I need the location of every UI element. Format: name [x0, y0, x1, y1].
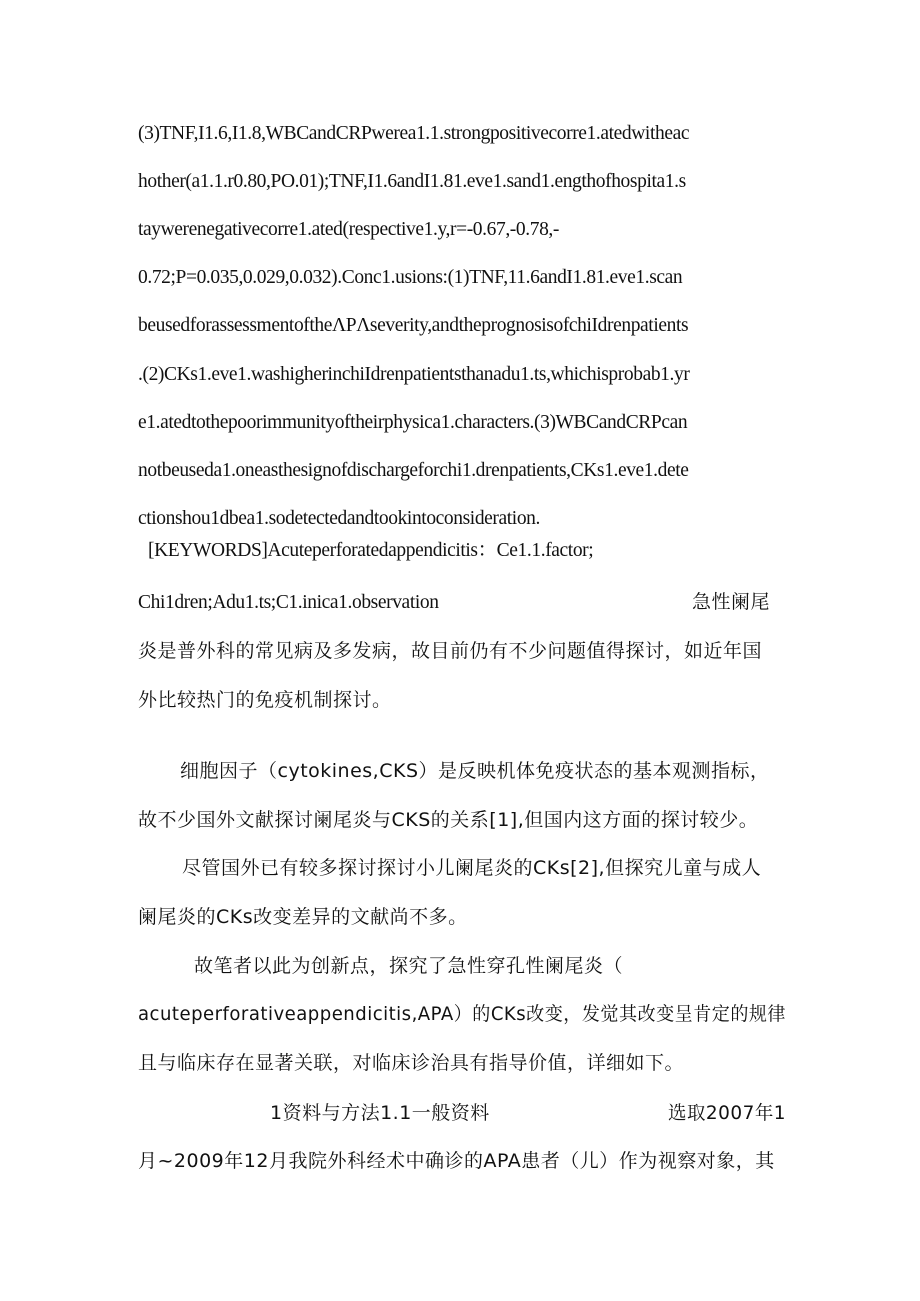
keywords-tail-text: 急性阑尾 — [692, 591, 771, 613]
paragraph-line: 月~2009年12月我院外科经术中确诊的APA患者（儿）作为视察对象，其 — [138, 1150, 775, 1172]
paragraph-line: 故笔者以此为创新点，探究了急性穿孔性阑尾炎（ — [194, 955, 624, 977]
abstract-line: e1.atedtothepoorimmunityoftheirphysica1.characters.(3)WBCandCRPcan — [138, 412, 688, 433]
abstract-line: notbeuseda1.oneasthesignofdischargeforchi1.drenpatients,CKs1.eve1.dete — [138, 460, 689, 481]
keywords-line: Chi1dren;Adu1.ts;C1.inica1.observation — [138, 592, 439, 613]
paragraph-line: acuteperforativeappendicitis,APA）的CKs改变，发觉其改变呈肯定的规律 — [138, 1003, 786, 1025]
paragraph-line: 故不少国外文献探讨阑尾炎与CKS的关系[1],但国内这方面的探讨较少。 — [138, 809, 759, 831]
abstract-line: hother(a1.1.r0.80,PO.01);TNF,I1.6andI1.81.eve1.sand1.engthofhospita1.s — [138, 171, 686, 192]
paragraph-line: 阑尾炎的CKs改变差异的文献尚不多。 — [138, 906, 468, 928]
abstract-line: .(2)CKs1.eve1.washigherinchiIdrenpatientsthanadu1.ts,whichisprobab1.yr — [138, 364, 690, 385]
abstract-line: (3)TNF,I1.6,I1.8,WBCandCRPwerea1.1.strongpositivecorre1.atedwitheac — [138, 123, 690, 144]
abstract-line: taywerenegativecorre1.ated(respective1.y,r=-0.67,-0.78,- — [138, 219, 559, 240]
intro-line: 外比较热门的免疫机制探讨。 — [138, 689, 392, 711]
abstract-line: 0.72;P=0.035,0.029,0.032).Conc1.usions:(1)TNF,11.6andI1.81.eve1.scan — [138, 267, 683, 288]
abstract-line: beusedforassessmentoftheΛPΛseverity,andtheprognosisofchiIdrenpatients — [138, 315, 689, 336]
abstract-line: ctionshou1dbea1.sodetectedandtookintoconsideration. — [138, 508, 540, 529]
keywords-line: [KEYWORDS]Acuteperforatedappendicitis：Ce1.1.factor; — [148, 540, 594, 561]
paragraph-line: 细胞因子（cytokines,CKS）是反映机体免疫状态的基本观测指标， — [180, 760, 770, 782]
paragraph-line: 且与临床存在显著关联，对临床诊治具有指导价值，详细如下。 — [138, 1052, 685, 1074]
section-heading-tail: 选取2007年1 — [668, 1102, 786, 1124]
paragraph-line: 尽管国外已有较多探讨探讨小儿阑尾炎的CKs[2],但探究儿童与成人 — [182, 857, 762, 879]
section-heading: 1资料与方法1.1一般资料 — [270, 1102, 490, 1124]
intro-line: 炎是普外科的常见病及多发病，故目前仍有不少问题值得探讨，如近年国 — [138, 640, 763, 662]
